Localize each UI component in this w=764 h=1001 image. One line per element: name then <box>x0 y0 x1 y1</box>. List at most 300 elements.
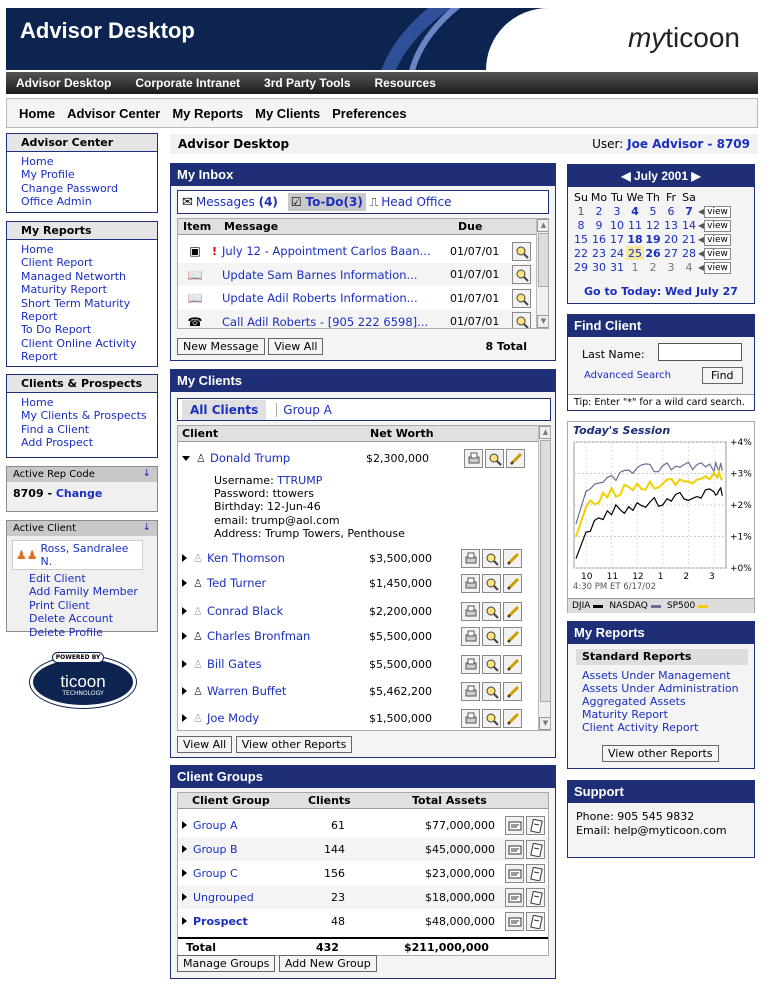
client-row[interactable] <box>178 571 538 595</box>
tab-group-a[interactable]: Group A <box>276 403 332 417</box>
rep-code: 8709 - <box>13 487 53 500</box>
inbox-due: 01/07/01 <box>450 315 500 328</box>
calendar-day[interactable]: 1 <box>631 260 639 274</box>
calendar-day[interactable]: 19 <box>645 232 661 246</box>
report-icon[interactable] <box>505 888 524 907</box>
mainnav-advisor-center[interactable]: Advisor Center <box>67 105 161 121</box>
chart-timestamp: 4:30 PM ET 6/17/02 <box>573 582 656 592</box>
calendar-day[interactable]: 9 <box>595 218 603 232</box>
legend-djia: DJIA <box>572 601 591 611</box>
advanced-search-link[interactable]: Advanced Search <box>584 370 671 381</box>
client-name[interactable]: Joe Mody <box>207 711 260 725</box>
page-title-bar <box>170 134 758 154</box>
group-clients: 61 <box>331 818 345 832</box>
group-name[interactable]: Group B <box>193 842 238 856</box>
calendar-day[interactable]: 4 <box>631 204 639 218</box>
legend-sp500: SP500 <box>666 601 696 611</box>
support-email: Email: help@myticoon.com <box>576 824 727 837</box>
week-arrow-icon: ◀ <box>698 235 705 244</box>
mr-home-link[interactable]: Home <box>21 243 54 256</box>
client-row-expanded[interactable] <box>178 446 538 470</box>
group-clients: 48 <box>331 914 345 928</box>
y-tick-label: +1% <box>730 532 752 543</box>
notes-icon[interactable] <box>526 816 545 835</box>
client-name[interactable]: Donald Trump <box>210 451 291 465</box>
add-family-member-link[interactable]: Add Family Member <box>29 585 138 599</box>
print-client-link[interactable]: Print Client <box>29 598 90 612</box>
client-name[interactable]: Charles Bronfman <box>207 629 311 643</box>
y-tick-label: +0% <box>730 564 752 574</box>
family-icon: ♟♟ <box>16 548 38 562</box>
y-tick-label: +2% <box>730 501 752 511</box>
person-icon: ♙ <box>193 684 203 698</box>
group-row[interactable] <box>178 837 548 861</box>
col-client: Client <box>182 427 219 440</box>
mainnav-home[interactable]: Home <box>19 105 56 121</box>
active-rep-box <box>6 466 158 512</box>
clients-title: My Clients <box>171 370 555 392</box>
client-worth: $5,462,200 <box>369 684 432 698</box>
magnifier-icon[interactable] <box>512 312 531 329</box>
calendar-day[interactable]: 25 <box>628 246 642 260</box>
tab-all-clients[interactable]: All Clients <box>182 400 266 420</box>
report-link[interactable]: Client Activity Report <box>582 721 699 734</box>
collapse-triangle-icon[interactable] <box>182 456 190 461</box>
client-details: Username: TTRUMP Password: ttowers Birthday: 12-Jun-46 email: trump@aol.com Address: Trump Towers, Penthouse <box>214 474 405 540</box>
y-tick-label: +4% <box>730 438 752 448</box>
notes-icon[interactable] <box>526 912 545 931</box>
prev-month-icon[interactable]: ◀ <box>621 169 631 183</box>
topnav-resources[interactable]: Resources <box>374 76 436 90</box>
mr-short-term-maturity-link[interactable]: Short Term Maturity <box>21 296 131 310</box>
client-row[interactable] <box>178 706 538 730</box>
expand-triangle-icon[interactable] <box>182 893 187 901</box>
change-rep-link[interactable]: Change <box>55 487 103 500</box>
x-tick-label: 3 <box>709 572 715 582</box>
client-name[interactable]: Ted Turner <box>207 576 267 590</box>
calendar-month: July 2001 <box>633 169 689 183</box>
book-icon: 📖 <box>187 291 203 305</box>
calendar-day[interactable]: 4 <box>685 260 693 274</box>
group-row[interactable] <box>178 909 548 933</box>
user-name[interactable]: Joe Advisor - 8709 <box>627 137 750 151</box>
inbox-table <box>177 218 549 329</box>
weekday-header: We <box>626 190 644 204</box>
client-name[interactable]: Warren Buffet <box>207 684 287 698</box>
magnifier-icon[interactable] <box>512 242 531 261</box>
mr-client-online-activity-link-2[interactable]: Report <box>21 350 58 364</box>
app-header <box>6 8 758 70</box>
client-row[interactable] <box>178 652 538 676</box>
calendar-day[interactable]: 2 <box>649 260 657 274</box>
group-clients: 144 <box>324 842 345 856</box>
support-phone: Phone: 905 545 9832 <box>576 810 695 823</box>
clients-prospects-title: Clients & Prospects <box>7 375 157 393</box>
active-client-name-box[interactable] <box>12 540 143 570</box>
topnav-advisor-desktop[interactable]: Advisor Desktop <box>16 76 112 90</box>
report-link[interactable]: Assets Under Management <box>582 669 731 682</box>
delete-account-link[interactable]: Delete Account <box>29 612 114 626</box>
advisor-center-box <box>6 133 158 213</box>
magnifier-icon[interactable] <box>482 602 501 621</box>
calendar-day[interactable]: 5 <box>649 204 657 218</box>
magnifier-icon[interactable] <box>512 265 531 284</box>
active-client-title: Active Client <box>13 523 77 534</box>
groups-total-clients: 432 <box>316 941 339 954</box>
inbox-row[interactable] <box>178 310 536 330</box>
client-worth: $5,500,000 <box>369 629 432 643</box>
person-icon: ♙ <box>193 629 203 643</box>
pencil-icon[interactable] <box>503 682 522 701</box>
active-rep-title: Active Rep Code <box>13 469 95 480</box>
inbox-message[interactable]: July 12 - Appointment Carlos Baan... <box>222 244 431 258</box>
legend-nasdaq: NASDAQ <box>609 601 648 611</box>
view-week-button[interactable]: view <box>704 248 731 260</box>
inbox-due: 01/07/01 <box>450 268 500 281</box>
active-client-box <box>6 520 158 639</box>
person-icon: ♙ <box>196 451 206 465</box>
priority-flag: ! <box>212 244 218 258</box>
client-name[interactable]: Conrad Black <box>207 604 284 618</box>
support-title: Support <box>568 781 754 803</box>
view-all-clients-button[interactable]: View All <box>177 736 232 753</box>
magnifier-icon[interactable] <box>485 449 504 468</box>
inbox-scrollbar[interactable]: ▲ ▼ <box>536 219 549 329</box>
calendar-day[interactable]: 10 <box>610 218 624 232</box>
report-icon[interactable] <box>505 840 524 859</box>
magnifier-icon[interactable] <box>482 627 501 646</box>
calendar-day[interactable]: 23 <box>592 246 606 260</box>
client-row[interactable] <box>178 546 538 570</box>
expand-triangle-icon[interactable] <box>182 869 187 877</box>
calendar-day[interactable]: 7 <box>685 204 693 218</box>
reports-panel <box>567 621 755 769</box>
edit-client-link[interactable]: Edit Client <box>29 572 86 585</box>
magnifier-icon[interactable] <box>482 682 501 701</box>
calendar-day[interactable]: 29 <box>574 260 588 274</box>
groups-table <box>177 792 549 956</box>
chart-legend <box>568 598 754 613</box>
calendar-day[interactable]: 11 <box>628 218 642 232</box>
group-assets: $18,000,000 <box>425 890 495 904</box>
client-tabs <box>177 398 551 421</box>
col-item: Item <box>183 220 212 233</box>
notes-icon[interactable] <box>526 840 545 859</box>
inbox-row[interactable] <box>178 239 536 263</box>
calendar-day[interactable]: 2 <box>595 204 603 218</box>
view-other-reports-button[interactable]: View other Reports <box>236 736 353 753</box>
report-link[interactable]: Maturity Report <box>582 708 668 721</box>
expand-triangle-icon[interactable] <box>182 660 187 668</box>
reports-title: My Reports <box>568 622 754 644</box>
x-tick-label: 10 <box>581 572 593 582</box>
calendar-day[interactable]: 21 <box>682 232 696 246</box>
user-label: User: <box>592 137 624 151</box>
mr-managed-networth-link[interactable]: Managed Networth <box>21 269 127 283</box>
inbox-message[interactable]: Call Adil Roberts - [905 222 6598]... <box>222 314 429 329</box>
col-due: Due <box>458 220 483 233</box>
week-arrow-icon: ◀ <box>698 249 705 258</box>
print-icon[interactable] <box>461 627 480 646</box>
ac-home-link[interactable]: Home <box>21 155 54 168</box>
app-title: Advisor Desktop <box>20 18 195 43</box>
calendar-day[interactable]: 12 <box>646 218 660 232</box>
mainnav-my-reports[interactable]: My Reports <box>172 105 244 121</box>
ticoon-powered-logo: POWERED BY ticoon TECHNOLOGY <box>30 652 136 710</box>
print-icon[interactable] <box>461 549 480 568</box>
legend-swatch-nasdaq <box>651 605 661 608</box>
group-assets: $23,000,000 <box>425 866 495 880</box>
view-week-button[interactable]: view <box>704 262 731 274</box>
col-clients: Clients <box>308 794 351 807</box>
view-week-button[interactable]: view <box>704 206 731 218</box>
mr-client-report-link[interactable]: Client Report <box>21 256 93 270</box>
find-tip: Tip: Enter "*" for a wild card search. <box>568 394 754 410</box>
advisor-center-title: Advisor Center <box>7 134 157 152</box>
magnifier-icon[interactable] <box>482 549 501 568</box>
expand-triangle-icon[interactable] <box>182 687 187 695</box>
col-net-worth: Net Worth <box>370 427 434 440</box>
pencil-icon[interactable] <box>506 449 525 468</box>
mainnav-my-clients[interactable]: My Clients <box>255 105 321 121</box>
col-message: Message <box>224 220 279 233</box>
inbox-due: 01/07/01 <box>450 291 500 305</box>
group-row[interactable] <box>178 885 548 909</box>
book-icon: 📖 <box>187 267 203 282</box>
pencil-icon[interactable] <box>503 574 522 593</box>
monument-icon: ⎍ <box>369 194 379 209</box>
calendar-day[interactable]: 26 <box>645 246 661 260</box>
view-all-messages-button[interactable]: View All <box>268 338 323 355</box>
col-total-assets: Total Assets <box>412 794 487 807</box>
pencil-icon[interactable] <box>503 627 522 646</box>
cp-find-client-link[interactable]: Find a Client <box>21 422 90 436</box>
find-client-title: Find Client <box>568 315 754 337</box>
magnifier-icon[interactable] <box>482 574 501 593</box>
client-row[interactable] <box>178 624 538 648</box>
group-name[interactable]: Prospect <box>193 914 248 928</box>
topnav-3rd-party-tools[interactable]: 3rd Party Tools <box>264 76 351 90</box>
report-link[interactable]: Assets Under Administration <box>582 682 739 695</box>
print-icon[interactable] <box>464 449 483 468</box>
main-nav <box>6 98 758 128</box>
report-link[interactable]: Aggregated Assets <box>582 695 686 708</box>
group-row[interactable] <box>178 861 548 885</box>
group-name[interactable]: Group C <box>193 866 238 880</box>
print-icon[interactable] <box>461 682 480 701</box>
ac-change-password-link[interactable]: Change Password <box>21 181 118 195</box>
tab-messages[interactable]: Messages (4) <box>195 195 278 209</box>
weekday-header: Sa <box>682 190 696 204</box>
calendar-day[interactable]: 27 <box>664 246 678 260</box>
group-row[interactable] <box>178 813 548 837</box>
standard-reports-header: Standard Reports <box>576 649 748 665</box>
expand-triangle-icon[interactable] <box>182 845 187 853</box>
weekday-header: Su <box>574 190 588 204</box>
clients-panel <box>170 369 556 758</box>
next-month-icon[interactable]: ▶ <box>691 169 701 183</box>
goto-today-link[interactable]: Go to Today: Wed July 27 <box>584 285 738 298</box>
delete-profile-link[interactable]: Delete Profile <box>29 625 103 639</box>
magnifier-icon[interactable] <box>512 289 531 308</box>
find-button[interactable]: Find <box>702 367 743 384</box>
report-icon[interactable] <box>505 816 524 835</box>
print-icon[interactable] <box>461 574 480 593</box>
inbox-message[interactable]: Update Adil Roberts Information... <box>222 291 418 305</box>
calendar-day[interactable]: 3 <box>667 260 675 274</box>
tab-todo[interactable]: ☑ To-Do(3) <box>288 193 366 211</box>
my-reports-title: My Reports <box>7 222 157 240</box>
pencil-icon[interactable] <box>503 655 522 674</box>
group-name[interactable]: Ungrouped <box>193 890 254 904</box>
inbox-title: My Inbox <box>171 164 555 186</box>
tab-head-office[interactable]: Head Office <box>381 195 452 209</box>
new-message-button[interactable]: New Message <box>177 338 265 355</box>
ac-office-admin-link[interactable]: Office Admin <box>21 195 92 209</box>
expand-triangle-icon[interactable] <box>182 579 187 587</box>
session-chart <box>568 422 754 596</box>
group-name[interactable]: Group A <box>193 818 238 832</box>
client-row[interactable] <box>178 679 538 703</box>
collapse-arrow-icon[interactable]: ↓ <box>142 522 151 533</box>
client-row[interactable] <box>178 599 538 623</box>
mr-todo-report-link[interactable]: To Do Report <box>21 323 92 337</box>
person-icon: ♙ <box>193 711 203 725</box>
client-name[interactable]: Bill Gates <box>207 657 262 671</box>
magnifier-icon[interactable] <box>482 655 501 674</box>
inbox-tabs <box>177 190 549 214</box>
client-name[interactable]: Ken Thomson <box>207 551 285 565</box>
person-icon: ♙ <box>193 576 203 590</box>
mr-client-online-activity-link[interactable]: Client Online Activity <box>21 336 137 350</box>
cp-home-link[interactable]: Home <box>21 396 54 409</box>
ac-profile-link[interactable]: My Profile <box>21 168 75 182</box>
report-icon[interactable] <box>505 912 524 931</box>
manage-groups-button[interactable]: Manage Groups <box>177 955 275 972</box>
active-client-name: Ross, Sandralee N. <box>40 542 129 568</box>
view-other-reports-right-button[interactable]: View other Reports <box>602 745 719 762</box>
client-worth: $1,450,000 <box>369 576 432 590</box>
client-username[interactable]: TTRUMP <box>277 474 323 487</box>
top-nav <box>6 72 758 94</box>
mr-maturity-report-link[interactable]: Maturity Report <box>21 283 107 297</box>
print-icon[interactable] <box>461 602 480 621</box>
cp-add-prospect-link[interactable]: Add Prospect <box>21 436 94 450</box>
group-assets: $77,000,000 <box>425 818 495 832</box>
print-icon[interactable] <box>461 655 480 674</box>
calendar-day[interactable]: 1 <box>577 204 585 218</box>
envelope-icon: ✉ <box>182 194 193 210</box>
expand-triangle-icon[interactable] <box>182 554 187 562</box>
clients-prospects-box <box>6 374 158 458</box>
checkbox-icon: ☑ <box>290 195 302 209</box>
expand-triangle-icon[interactable] <box>182 714 187 722</box>
calendar-day[interactable]: 20 <box>664 232 678 246</box>
page-title: Advisor Desktop <box>178 137 290 151</box>
pencil-icon[interactable] <box>503 602 522 621</box>
client-worth: $2,300,000 <box>366 451 429 465</box>
legend-swatch-sp500 <box>698 605 708 608</box>
phone-icon: ☎ <box>187 314 203 329</box>
notes-icon[interactable] <box>526 864 545 883</box>
calendar-day[interactable]: 24 <box>610 246 624 260</box>
expand-triangle-icon[interactable] <box>182 632 187 640</box>
expand-triangle-icon[interactable] <box>182 607 187 615</box>
calendar-icon: ▣ <box>189 244 201 258</box>
clients-scrollbar[interactable]: ▲ ▼ <box>538 426 551 731</box>
inbox-row[interactable] <box>178 286 536 310</box>
report-icon[interactable] <box>505 864 524 883</box>
group-assets: $48,000,000 <box>425 914 495 928</box>
calendar-day[interactable]: 16 <box>592 232 606 246</box>
weekday-header: Th <box>646 190 660 204</box>
col-client-group: Client Group <box>192 794 270 807</box>
x-tick-label: 11 <box>606 572 619 582</box>
calendar-day[interactable]: 15 <box>574 232 588 246</box>
find-client-panel <box>567 314 755 411</box>
magnifier-icon[interactable] <box>482 709 501 728</box>
collapse-arrow-icon[interactable]: ↓ <box>142 468 151 479</box>
calendar-day[interactable]: 17 <box>610 232 624 246</box>
group-clients: 23 <box>331 890 345 904</box>
mr-short-term-maturity-link-2[interactable]: Report <box>21 310 58 324</box>
week-arrow-icon: ◀ <box>698 263 705 272</box>
person-icon: ♙ <box>193 657 203 671</box>
calendar-day[interactable]: 31 <box>610 260 624 274</box>
print-icon[interactable] <box>461 709 480 728</box>
weekday-header: Mo <box>590 190 608 204</box>
groups-title: Client Groups <box>171 766 555 788</box>
client-worth: $5,500,000 <box>369 657 432 671</box>
calendar-day[interactable]: 6 <box>667 204 675 218</box>
add-new-group-button[interactable]: Add New Group <box>279 955 377 972</box>
myticoon-logo: myticoon <box>627 22 740 53</box>
calendar-day[interactable]: 3 <box>613 204 621 218</box>
calendar-day[interactable]: 13 <box>664 218 678 232</box>
calendar-day[interactable]: 18 <box>627 232 643 246</box>
topnav-corporate-intranet[interactable]: Corporate Intranet <box>135 76 241 90</box>
calendar-day[interactable]: 8 <box>577 218 585 232</box>
mainnav-preferences[interactable]: Preferences <box>332 105 407 121</box>
pencil-icon[interactable] <box>503 549 522 568</box>
person-icon: ♙ <box>193 551 203 565</box>
week-arrow-icon: ◀ <box>698 221 705 230</box>
view-week-button[interactable]: view <box>704 220 731 232</box>
calendar-day[interactable]: 22 <box>574 246 588 260</box>
clients-table <box>177 425 551 731</box>
notes-icon[interactable] <box>526 888 545 907</box>
calendar-day[interactable]: 28 <box>682 246 696 260</box>
last-name-input[interactable] <box>658 343 742 361</box>
y-tick-label: +3% <box>730 469 752 480</box>
inbox-total: 8 Total <box>485 340 527 353</box>
client-worth: $1,500,000 <box>369 711 432 725</box>
inbox-row[interactable] <box>178 263 536 287</box>
groups-total-assets: $211,000,000 <box>404 941 489 954</box>
expand-triangle-icon[interactable] <box>182 821 187 829</box>
pencil-icon[interactable] <box>503 709 522 728</box>
chart-title: Today's Session <box>573 424 671 437</box>
expand-triangle-icon[interactable] <box>182 917 187 925</box>
inbox-message[interactable]: Update Sam Barnes Information... <box>222 267 418 282</box>
cp-my-clients-link[interactable]: My Clients & Prospects <box>21 409 147 423</box>
weekday-header: Tu <box>610 190 624 204</box>
view-week-button[interactable]: view <box>704 234 731 246</box>
calendar-day[interactable]: 14 <box>682 218 696 232</box>
calendar-day[interactable]: 30 <box>592 260 606 274</box>
client-worth: $3,500,000 <box>369 551 432 565</box>
session-chart-panel <box>567 421 755 613</box>
